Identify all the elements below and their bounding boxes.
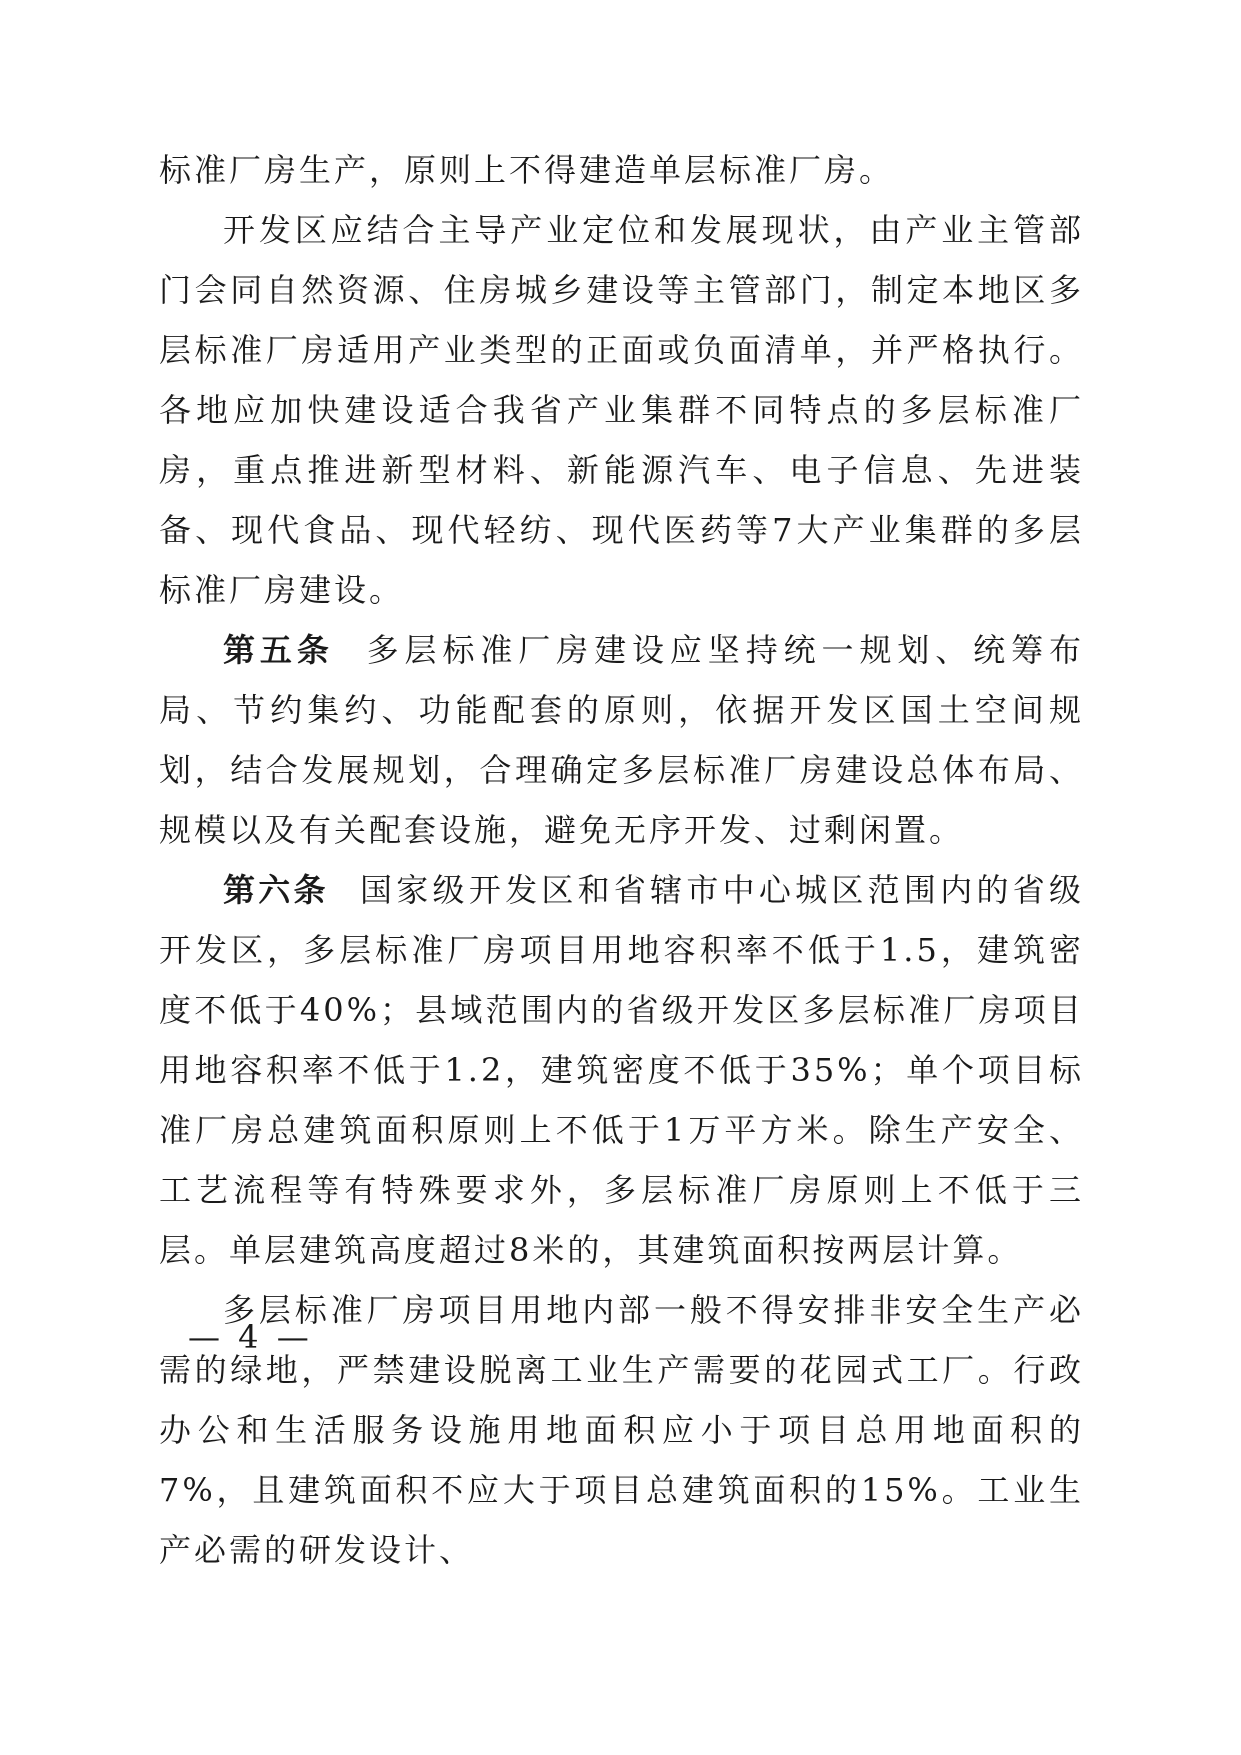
paragraph-text: 标准厂房生产，原则上不得建造单层标准厂房。 <box>159 151 895 189</box>
paragraph-text: 开发区应结合主导产业定位和发展现状，由产业主管部门会同自然资源、住房城乡建设等主管部门，制定本地区多层标准厂房适用产业类型的正面或负面清单，并严格执行。各地应加快建设适合我省产业集群不同特点的多层标准厂房，重点推进新型材料、新能源汽车、电子信息、先进装备、现代食品、现代轻纺、现代医药等7大产业集群的多层标准厂房建设。 <box>159 211 1084 609</box>
article-heading: 第五条 <box>223 631 334 669</box>
paragraph-text: 多层标准厂房建设应坚持统一规划、统筹布局、节约集约、功能配套的原则，依据开发区国土空间规划，结合发展规划，合理确定多层标准厂房建设总体布局、规模以及有关配套设施，避免无序开发、过剩闲置。 <box>159 631 1084 849</box>
article-six-paragraph <box>159 860 1084 1280</box>
paragraph-text: 国家级开发区和省辖市中心城区范围内的省级开发区，多层标准厂房项目用地容积率不低于1.5，建筑密度不低于40%；县域范围内的省级开发区多层标准厂房项目用地容积率不低于1.2，建筑密度不低于35%；单个项目标准厂房总建筑面积原则上不低于1万平方米。除生产安全、工艺流程等有特殊要求外，多层标准厂房原则上不低于三层。单层建筑高度超过8米的，其建筑面积按两层计算。 <box>159 871 1084 1269</box>
article-five-paragraph <box>159 620 1084 860</box>
page-number: — 4 — <box>188 1318 313 1356</box>
paragraph <box>159 200 1084 620</box>
article-heading: 第六条 <box>223 871 329 909</box>
paragraph-text: 多层标准厂房项目用地内部一般不得安排非安全生产必需的绿地，严禁建设脱离工业生产需要的花园式工厂。行政办公和生活服务设施用地面积应小于项目总用地面积的7%，且建筑面积不应大于项目总建筑面积的15%。工业生产必需的研发设计、 <box>159 1291 1084 1569</box>
paragraph <box>159 140 1084 200</box>
body-text <box>159 140 1084 1580</box>
